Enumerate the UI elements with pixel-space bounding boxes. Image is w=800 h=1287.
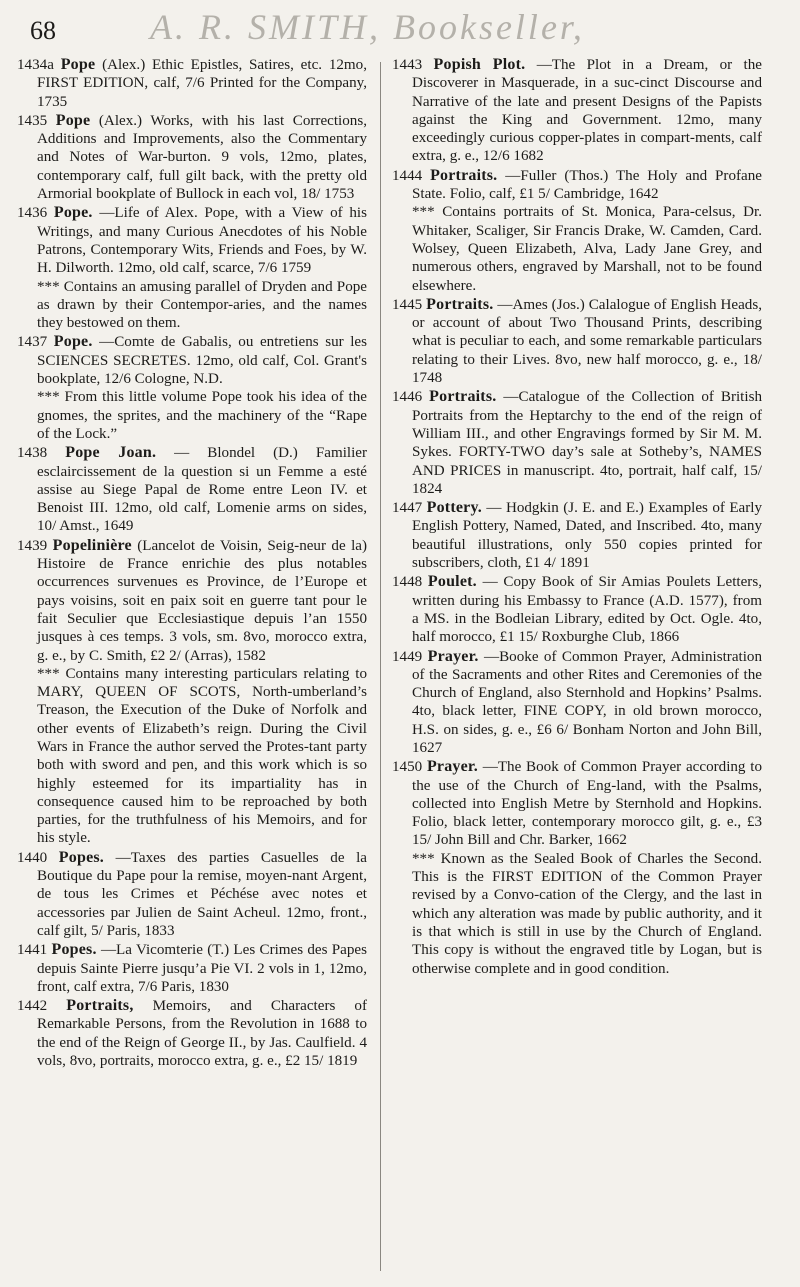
entry-description: — Copy Book of Sir Amias Poulets Letters, written during his Embassy to France (A.D. 1577), from a MS. in the Bodleian Library, edited by Oct. Ogle. 4to, half morocco, £1 15/ Roxburghe Club, 1866: [412, 574, 762, 646]
entry-description: — Hodgkin (J. E. and E.) Examples of Early English Pottery, Named, Dated, and Inscribed. 4to, many beautiful illustrations, only 550 copies printed for subscribers, cloth, £1 4/ 1891: [412, 500, 762, 572]
catalogue-entry: [17, 537, 367, 848]
entry-description: (Alex.) Works, with his last Corrections, Additions and Improvements, also the Commentary and Notes of War-burton. 9 vols, 12mo, plates, contemporary calf, full gilt back, with the pretty old Armorial bookplate of Bullock in each vol, 18/ 1753: [37, 112, 367, 203]
lot-number: 1438: [17, 445, 48, 462]
lot-number: 1436: [17, 205, 48, 222]
lot-number: 1450: [392, 759, 423, 776]
lot-number: 1435: [17, 112, 48, 129]
page-header: [30, 6, 780, 46]
lot-number: 1434a: [17, 57, 54, 73]
entry-description: — Blondel (D.) Familier esclaircissement de la question si un Femme a esté assise au Siege Papal de Rome entre Leon IV. et Benoist III. 12mo, old calf, Lomenie arms on sides, 10/ Amst., 1649: [37, 445, 367, 535]
lot-number: 1440: [17, 849, 48, 866]
lot-number: 1449: [392, 648, 423, 665]
left-column: [17, 56, 367, 1279]
entry-note: *** Known as the Sealed Book of Charles the Second. This is the FIRST EDITION of the Common Prayer revised by a Convo-cation of the Clergy, and the last in which any alteration was made by public authority, and it is that which is still in use by the Church of England. This copy is without the engraved title by Logan, but is otherwise complete and in good condition.: [412, 850, 762, 977]
entry-description: —Life of Alex. Pope, with a View of his Writings, and many Curious Anecdotes of his Noble Patrons, Contemporary Wits, Friends and Foes, by W. H. Dilworth. 12mo, old calf, scarce, 7/6 1759: [37, 205, 367, 277]
entry-description: —Comte de Gabalis, ou entretiens sur les SCIENCES SECRETES. 12mo, old calf, Col. Grant's bookplate, 12/6 Cologne, N.D.: [37, 334, 367, 388]
lot-number: 1444: [392, 167, 423, 184]
lot-number: 1437: [17, 334, 48, 351]
catalogue-entry: [17, 849, 367, 940]
entry-note: *** Contains an amusing parallel of Dryden and Pope as drawn by their Contempor-aries, and the names they bestowed on them.: [37, 278, 367, 332]
entry-description: —The Plot in a Dream, or the Discoverer in Masquerade, in a suc-cinct Discourse and Narrative of the late and present Designs of the Papists against the King and Government. 12mo, many exceedingly curious copper-plates in compart-ments, calf extra, g. e., 12/6 1682: [412, 57, 762, 165]
entry-heading: Pope.: [53, 333, 93, 351]
entry-heading: Pope: [55, 111, 91, 129]
entry-description: (Lancelot de Voisin, Seig-neur de la) Histoire de France enrichie des plus notables occurrences survenues es Province, de l’Europe et pays voisins, soit en paix soit en guerre tant pour le fait Seculier que Ecclesiastique depuis l’an 1550 jusques à ces temps. 3 vols, sm. 8vo, morocco extra, g. e., by C. Smith, £2 2/ (Arras), 1582: [37, 537, 367, 664]
entry-note: *** From this little volume Pope took his idea of the gnomes, the sprites, and the machinery of the “Rape of the Lock.”: [37, 389, 367, 442]
entry-description: —Booke of Common Prayer, Administration of the Sacraments and other Rites and Ceremonies of the Church of England, also Sternhold and Hopkins’ Psalms. 4to, black letter, FINE COPY, in old brown morocco, H.S. on sides, g. e., £6 6/ Bonham Norton and John Bill, 1627: [412, 648, 762, 756]
entry-heading: Popes.: [58, 848, 104, 866]
entry-heading: Portraits,: [66, 997, 134, 1015]
catalogue-entry: [17, 333, 367, 443]
running-title: A. R. SMITH, Bookseller,: [150, 7, 585, 47]
lot-number: 1443: [392, 57, 423, 73]
lot-number: 1445: [392, 296, 423, 313]
entry-heading: Pope: [60, 56, 96, 73]
catalogue-entry: [17, 941, 367, 996]
entry-heading: Pottery.: [426, 499, 482, 517]
entry-heading: Pope Joan.: [65, 444, 157, 462]
catalogue-entry: [392, 56, 762, 166]
catalogue-entry: [392, 296, 762, 387]
catalogue-entry: [17, 112, 367, 203]
entry-description: —Fuller (Thos.) The Holy and Profane State. Folio, calf, £1 5/ Cambridge, 1642: [412, 167, 762, 203]
entry-heading: Popelinière: [52, 536, 132, 554]
lot-number: 1446: [392, 389, 423, 406]
catalogue-entry: [17, 204, 367, 332]
lot-number: 1447: [392, 500, 423, 517]
entry-description: —Catalogue of the Collection of British Portraits from the Heptarchy to the end of the reign of William III., and other Engravings formed by Sir M. M. Sykes. FORTY-TWO day’s sale at Sotheby’s, NAMES AND PRICES in manuscript. 4to, portrait, half calf, 15/ 1824: [412, 389, 762, 497]
catalogue-entry: [17, 444, 367, 535]
lot-number: 1448: [392, 574, 423, 591]
entry-heading: Pope.: [53, 204, 93, 222]
catalogue-entry: [392, 388, 762, 498]
entry-description: —La Vicomterie (T.) Les Crimes des Papes depuis Sainte Pierre jusqu’a Pie VI. 2 vols in 1, 12mo, front, calf extra, 7/6 Paris, 1830: [37, 942, 367, 995]
catalogue-entry: [17, 997, 367, 1070]
catalogue-entry: [392, 648, 762, 758]
catalogue-entry: [392, 758, 762, 978]
entry-description: —Ames (Jos.) Calalogue of English Heads, or account of about Two Thousand Prints, describing what is peculiar to each, and some remarkable particulars relating to their Lives. 8vo, new half morocco, g. e., 18/ 1748: [412, 296, 762, 387]
entry-description: —Taxes des parties Casuelles de la Boutique du Pape pour la remise, moyen-nant Argent, de tous les Crimes et Péchése avec notes et accessories par Julien de Saint Acheul. 12mo, front., calf gilt, 5/ Paris, 1833: [37, 849, 367, 939]
entry-description: (Alex.) Ethic Epistles, Satires, etc. 12mo, FIRST EDITION, calf, 7/6 Printed for the Company, 1735: [37, 57, 367, 110]
entry-note: *** Contains portraits of St. Monica, Para-celsus, Dr. Whitaker, Scaliger, Sir Francis Drake, W. Camden, Card. Wolsey, Queen Elizabeth, Alva, Lady Jane Grey, and numerous others, engraved by Marshall, not to be found elsewhere.: [412, 204, 762, 294]
catalogue-entry: [392, 167, 762, 295]
catalogue-entry: [392, 573, 762, 646]
lot-number: 1442: [17, 998, 48, 1015]
entry-note: *** Contains many interesting particulars relating to MARY, QUEEN OF SCOTS, North-umberland’s Treason, the Execution of the Duke of Norfolk and other events of Elizabeth’s reign. During the Civil Wars in France the author served the Protes-tant party both with sword and pen, and this work which is so highly esteemed for its impartiality has in consequence caused him to be reproached by both parties, for the truthfulness of his Memoirs, and for his style.: [37, 665, 367, 847]
catalogue-entry: [392, 499, 762, 572]
entry-heading: Prayer.: [427, 647, 479, 665]
right-column: [392, 56, 762, 1279]
entry-heading: Popes.: [51, 941, 97, 959]
page-number: 68: [30, 16, 56, 45]
entry-heading: Portraits.: [430, 166, 498, 184]
entry-heading: Prayer.: [426, 758, 478, 776]
entry-heading: Portraits.: [426, 295, 494, 313]
entry-heading: Poulet.: [427, 573, 477, 591]
entry-heading: Portraits.: [429, 388, 497, 406]
catalogue-entry: [17, 56, 367, 111]
entry-heading: Popish Plot.: [433, 56, 526, 73]
lot-number: 1441: [17, 942, 48, 959]
entry-description: Memoirs, and Characters of Remarkable Persons, from the Revolution in 1688 to the end of the Reign of George II., by Jas. Caulfield. 4 vols, 8vo, portraits, morocco extra, g. e., £2 15/ 1819: [37, 998, 367, 1070]
column-divider: [380, 62, 381, 1271]
entry-description: —The Book of Common Prayer according to the use of the Church of Eng-land, with the Psalms, collected into English Metre by Sternhold and Hopkins. Folio, black letter, contemporary morocco gilt, g. e., £3 15/ John Bill and Chr. Barker, 1662: [412, 759, 762, 849]
lot-number: 1439: [17, 537, 48, 554]
